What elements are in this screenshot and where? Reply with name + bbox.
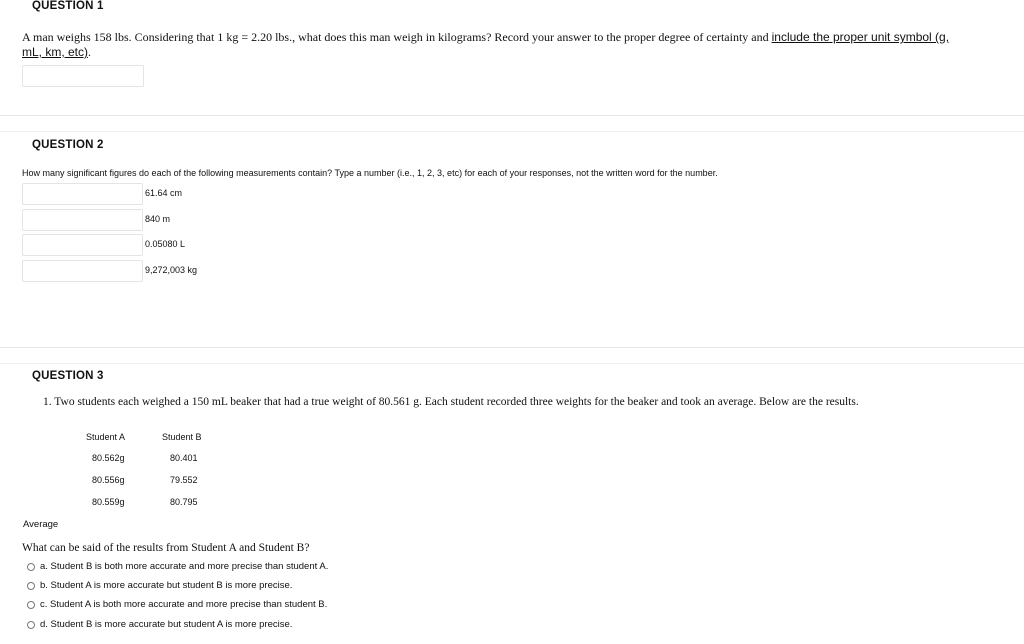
option-c-label: c. Student A is both more accurate and more precise than student B. — [40, 599, 328, 610]
table-cell: 79.552 — [170, 475, 198, 485]
question-3-heading: QUESTION 3 — [32, 370, 104, 382]
radio-circle-icon[interactable] — [27, 563, 35, 571]
table-header-student-a: Student A — [86, 432, 126, 442]
radio-circle-icon[interactable] — [27, 601, 35, 609]
measurement-label-2: 840 m — [145, 214, 171, 224]
question-3-intro: 1. Two students each weighed a 150 mL beaker that had a true weight of 80.561 g. Each student recorded three weights for the beaker and took an average. Below are the results. — [43, 396, 859, 408]
option-b[interactable] — [27, 580, 292, 591]
question-3-question: What can be said of the results from Student A and Student B? — [22, 542, 310, 554]
measurement-label-1: 61.64 cm — [145, 188, 183, 198]
table-cell: 80.401 — [170, 453, 198, 463]
unit-symbol-link[interactable]: include the proper unit symbol (g, mL, km, etc) — [22, 30, 950, 59]
table-header-student-b: Student B — [162, 432, 202, 442]
measurement-label-3: 0.05080 L — [145, 239, 186, 249]
table-cell: 80.559g — [92, 497, 125, 507]
sig-fig-input-3[interactable] — [22, 234, 143, 256]
question-2-prompt: How many significant figures do each of the following measurements contain? Type a number (i.e., 1, 2, 3, etc) for each of your responses, not the written word for the number. — [22, 168, 718, 178]
question-1-heading: QUESTION 1 — [32, 0, 104, 12]
question-1-text-main: A man weighs 158 lbs. Considering that 1 kg = 2.20 lbs., what does this man weigh in kilograms? Record your answer to the proper degree of certainty and — [22, 30, 772, 44]
sig-fig-input-4[interactable] — [22, 260, 143, 282]
radio-circle-icon[interactable] — [27, 621, 35, 629]
option-c[interactable] — [27, 599, 327, 610]
option-d[interactable] — [27, 619, 292, 630]
sig-fig-input-2[interactable] — [22, 209, 143, 231]
question-1-answer-input[interactable] — [22, 65, 144, 87]
option-a-label: a. Student B is both more accurate and more precise than student A. — [40, 561, 329, 572]
option-d-label: d. Student B is more accurate but student A is more precise. — [40, 619, 293, 630]
option-b-label: b. Student A is more accurate but student B is more precise. — [40, 580, 293, 591]
sig-fig-input-1[interactable] — [22, 183, 143, 205]
radio-circle-icon[interactable] — [27, 582, 35, 590]
question-1-text — [22, 30, 962, 60]
table-cell: 80.795 — [170, 497, 198, 507]
table-cell: 80.556g — [92, 475, 125, 485]
table-cell: 80.562g — [92, 453, 125, 463]
measurement-label-4: 9,272,003 kg — [145, 265, 198, 275]
question-1-text-end: . — [88, 45, 92, 59]
option-a[interactable] — [27, 561, 328, 572]
average-label: Average — [23, 519, 59, 530]
question-2-heading: QUESTION 2 — [32, 139, 104, 151]
